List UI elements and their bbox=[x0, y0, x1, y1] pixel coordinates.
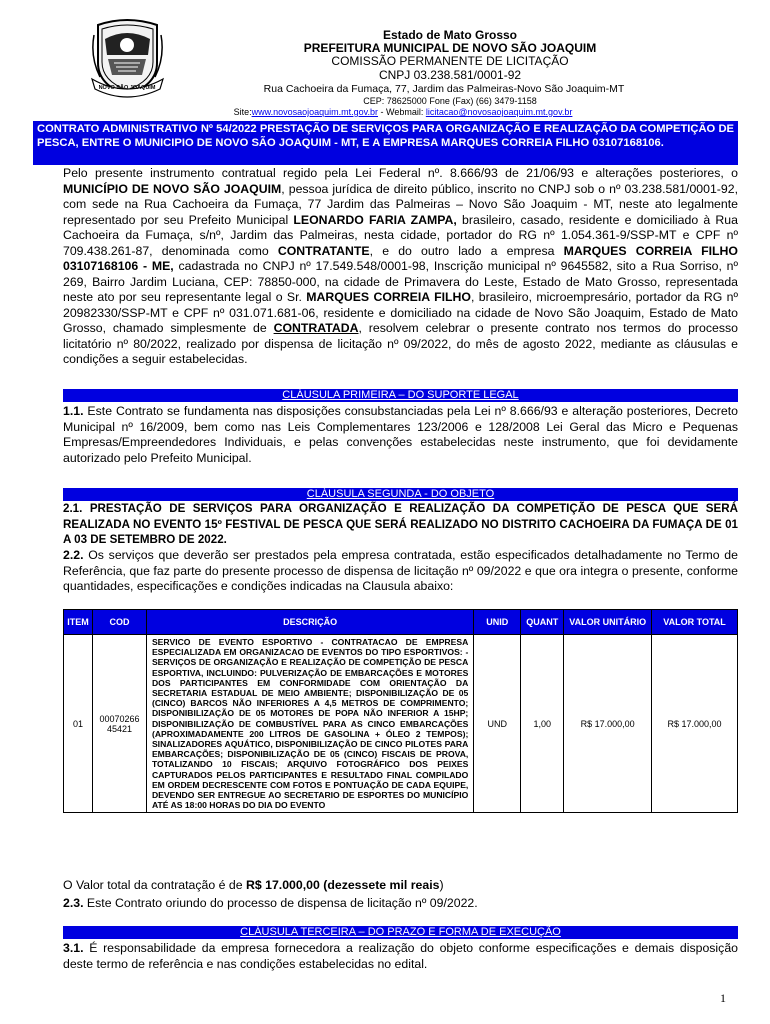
municipio-name: MUNICÍPIO DE NOVO SÃO JOAQUIM bbox=[63, 181, 282, 196]
cnpj-line: CNPJ 03.238.581/0001-92 bbox=[378, 68, 522, 82]
page-number: 1 bbox=[720, 991, 726, 1005]
clause-text: Este Contrato se fundamenta nas disposições consubstanciadas pela Lei nº 8.666/93 e alteração posteriores, Decreto Municipal nº 16/2009, bem como nas Leis Complementares 123/2006 e 128/2008 Lei Geral das Micro e Pequenas Empresas/Empreendedores Individuais, e pelas convenções estabelecidas neste instrumento, que foi devidamente autorizado pelo Prefeito Municipal. bbox=[63, 404, 738, 465]
clause-text: Este Contrato oriundo do processo de dispensa de licitação nº 09/2022. bbox=[83, 896, 478, 910]
webmail-label: - Webmail: bbox=[378, 107, 426, 117]
intro-paragraph bbox=[63, 166, 738, 368]
clause-1-heading: CLÁUSULA PRIMEIRA – DO SUPORTE LEGAL bbox=[63, 389, 738, 402]
cep-phone-line: CEP: 78625000 Fone (Fax) (66) 3479-1158 bbox=[363, 96, 537, 106]
intro-text-6: , brasileiro, microempresário, portador da RG nº 20982330/SSP-MT e CPF nº 031.071.681-06, residente e domiciliado na cidade de Novo São Joaquim, Estado de Mato Grosso, chamado simplesmente de bbox=[63, 290, 738, 335]
clause-2-3 bbox=[63, 896, 738, 912]
clause-3-1 bbox=[63, 941, 738, 972]
table-header-row bbox=[64, 610, 738, 635]
clause-number: 3.1. bbox=[63, 941, 84, 955]
intro-text-3: brasileiro, casado, residente e domiciliado à Rua Cachoeira da Fumaça, s/nº, Jardim das Palmeiras, nesta cidade, portador do RG nº 1.054.361-9/SSP-MT e CPF nº 709.438.261-87, denominada como bbox=[63, 212, 738, 258]
table-row bbox=[64, 635, 738, 813]
site-webmail-line bbox=[193, 108, 613, 117]
cell-descricao: SERVICO DE EVENTO ESPORTIVO - CONTRATACAO DE EMPRESA ESPECIALIZADA EM ORGANIZACAO DE EVENTOS DO TIPO ESPORTIVOS: - SERVIÇOS DE ORGANIZAÇÃO E REALIZAÇÃO DE COMPETIÇÃO DE PESCA ESPORTIVA, INCLUINDO: PULVERIZAÇÃO DE EMBARCAÇÕES E MOTORES DOS PARTICIPANTES EM CONFORMIDADE COM ORIENTAÇÃO DA SECRETARIA ESTADUAL DE MEIO AMBIENTE; DISPONIBILIZAÇÃO DE 05 (CINCO) BARCOS NÃO INFERIORES A 4,5 METROS DE COMPRIMENTO; DISPONIBILIZAÇÃO DE 05 MOTORES DE POPA NÃO INFERIOR A 15HP; DISPONIBILIZAÇÃO DE COMBUSTÍVEL PARA AS CINCO EMBARCAÇÕES (APROXIMADAMENTE 200 LITROS DE GASOLINA + ÓLEO 2 TEMPOS); SINALIZADORES AQUÁTICO, DISPONIBILIZAÇÃO DE CINCO PILOTES PARA EMBARCAÇÕES; DISPONIBILIZAÇÃO DE 05 (CINCO) FISCAIS DE PROVA, TOTALIZANDO 10 FISCAIS; ARQUIVO FOTOGRÁFICO DOS PEIXES CAPTURADOS PELOS PARTICIPANTES E RESULTADO FINAL COMPILADO EM ORDEM DECRESCENTE COM FOTOS E PONTUAÇÃO DE CADA EQUIPE, DEVENDO SER ENTREGUE AO SECRETARIO DE ESPORTES DO MUNICÍPIO ATÉ AS 18:00 HORAS DO DIA DO EVENTO bbox=[146, 635, 473, 813]
intro-text-5: cadastrada no CNPJ nº 17.549.548/0001-98, Inscrição municipal nº 9645582, sito a Rua Sorriso, nº 269, Bairro Jardim Luciana, CEP: 78850-000, na cidade de Primavera do Leste, Estado de Mato Grosso, representada neste ato por seu representante legal o Sr. bbox=[63, 259, 738, 304]
col-header-valor-unitario: VALOR UNITÁRIO bbox=[564, 610, 652, 635]
cell-cod: 00070266 45421 bbox=[92, 635, 146, 813]
clause-2-2 bbox=[63, 548, 738, 595]
prefeitura-name: PREFEITURA MUNICIPAL DE NOVO SÃO JOAQUIM bbox=[303, 41, 597, 55]
cell-valor-total: R$ 17.000,00 bbox=[652, 635, 738, 813]
col-header-cod: COD bbox=[92, 610, 146, 635]
representante-name: MARQUES CORREIA FILHO bbox=[306, 290, 471, 304]
intro-text-7: , resolvem celebrar o presente contrato nos termos do processo licitatório nº 80/2022, realizado por dispensa de licitação nº 09/2022, do mês de agosto 2022, mediante as cláusulas e condições a seguir estabelecidas. bbox=[63, 321, 738, 366]
total-value-line bbox=[63, 878, 738, 894]
col-header-valor-total: VALOR TOTAL bbox=[652, 610, 738, 635]
clause-3-heading: CLÁUSULA TERCEIRA – DO PRAZO E FORMA DE EXECUÇÃO bbox=[63, 926, 738, 939]
col-header-descricao: DESCRIÇÃO bbox=[146, 610, 473, 635]
contratante-label: CONTRATANTE bbox=[277, 243, 370, 258]
address-line: Rua Cachoeira da Fumaça, 77, Jardim das Palmeiras-Novo São Joaquim-MT bbox=[263, 83, 625, 95]
site-label: Site: bbox=[233, 107, 252, 117]
clause-text: Os serviços que deverão ser prestados pela empresa contratada, estão especificados detalhadamente no Termo de Referência, que faz parte do presente processo de dispensa de licitação nº 09/2022 e que ora integra o presente, conforme quantidades, especificações e condições indicadas na Clausula abaixo: bbox=[63, 548, 738, 593]
col-header-item: ITEM bbox=[64, 610, 93, 635]
contract-title-bar: CONTRATO ADMINISTRATIVO Nº 54/2022 PRESTAÇÃO DE SERVIÇOS PARA ORGANIZAÇÃO E REALIZAÇÃO DA COMPETIÇÃO DE PESCA, ENTRE O MUNICIPIO DE NOVO SÃO JOAQUIM - MT, E A EMPRESA MARQUES CORREIA FILHO 03107168106. bbox=[33, 121, 738, 165]
col-header-unid: UNID bbox=[474, 610, 521, 635]
cell-quant: 1,00 bbox=[521, 635, 564, 813]
clause-1-1 bbox=[63, 404, 738, 466]
site-link[interactable]: www.novosaojoaquim.mt.gov.br bbox=[251, 107, 379, 117]
clause-2-1: 2.1. PRESTAÇÃO DE SERVIÇOS PARA ORGANIZAÇÃO E REALIZAÇÃO DA COMPETIÇÃO DE PESCA QUE SERÁ REALIZADA NO EVENTO 15º FESTIVAL DE PESCA QUE SERÁ REALIZADO NO DISTRITO CACHOEIRA DA FUMAÇA DE 01 A 03 DE SETEMBRO DE 2022. bbox=[63, 502, 738, 546]
cell-unid: UND bbox=[474, 635, 521, 813]
cell-item: 01 bbox=[64, 635, 93, 813]
commission-name: COMISSÃO PERMANENTE DE LICITAÇÃO bbox=[331, 54, 569, 68]
total-amount: R$ 17.000,00 (dezessete mil reais bbox=[245, 878, 440, 892]
intro-text-1: Pelo presente instrumento contratual regido pela Lei Federal nº. 8.666/93 de 21/06/93 e alterações posteriores, o bbox=[63, 166, 738, 180]
total-text-end: ) bbox=[439, 878, 444, 892]
clause-2-heading: CLÁUSULA SEGUNDA - DO OBJETO bbox=[63, 488, 738, 501]
clause-number: 2.3. bbox=[63, 896, 84, 910]
clause-number: 2.2. bbox=[63, 548, 84, 562]
items-table bbox=[63, 609, 738, 813]
empresa-name: MARQUES CORREIA FILHO 03107168106 - ME, bbox=[63, 243, 738, 273]
intro-text-2: , pessoa jurídica de direito público, inscrito no CNPJ sob o nº 03.238.581/0001-92, com sede na Rua Cachoeira da Fumaça, 77 Jardim das Palmeiras – Novo São Joaquim - MT, neste ato legalmente representado por seu Prefeito Municipal bbox=[63, 181, 738, 227]
contratada-label: CONTRATADA bbox=[273, 321, 359, 335]
total-text: O Valor total da contratação é de bbox=[63, 878, 246, 892]
clause-number: 1.1. bbox=[63, 404, 84, 418]
state-name: Estado de Mato Grosso bbox=[382, 28, 518, 42]
prefeito-name: LEONARDO FARIA ZAMPA, bbox=[293, 212, 457, 227]
svg-text:NOVO SÃO JOAQUIM: NOVO SÃO JOAQUIM bbox=[98, 85, 156, 91]
clause-text: É responsabilidade da empresa fornecedora a realização do objeto conforme especificações e demais disposição deste termo de referência e nas condições estabelecidas no edital. bbox=[63, 941, 738, 971]
cell-valor-unitario: R$ 17.000,00 bbox=[564, 635, 652, 813]
webmail-link[interactable]: licitacao@novosaojoaquim.mt.gov.br bbox=[425, 107, 573, 117]
col-header-quant: QUANT bbox=[521, 610, 564, 635]
intro-text-4: , e do outro lado a empresa bbox=[369, 243, 564, 258]
municipal-crest-icon bbox=[90, 17, 165, 99]
